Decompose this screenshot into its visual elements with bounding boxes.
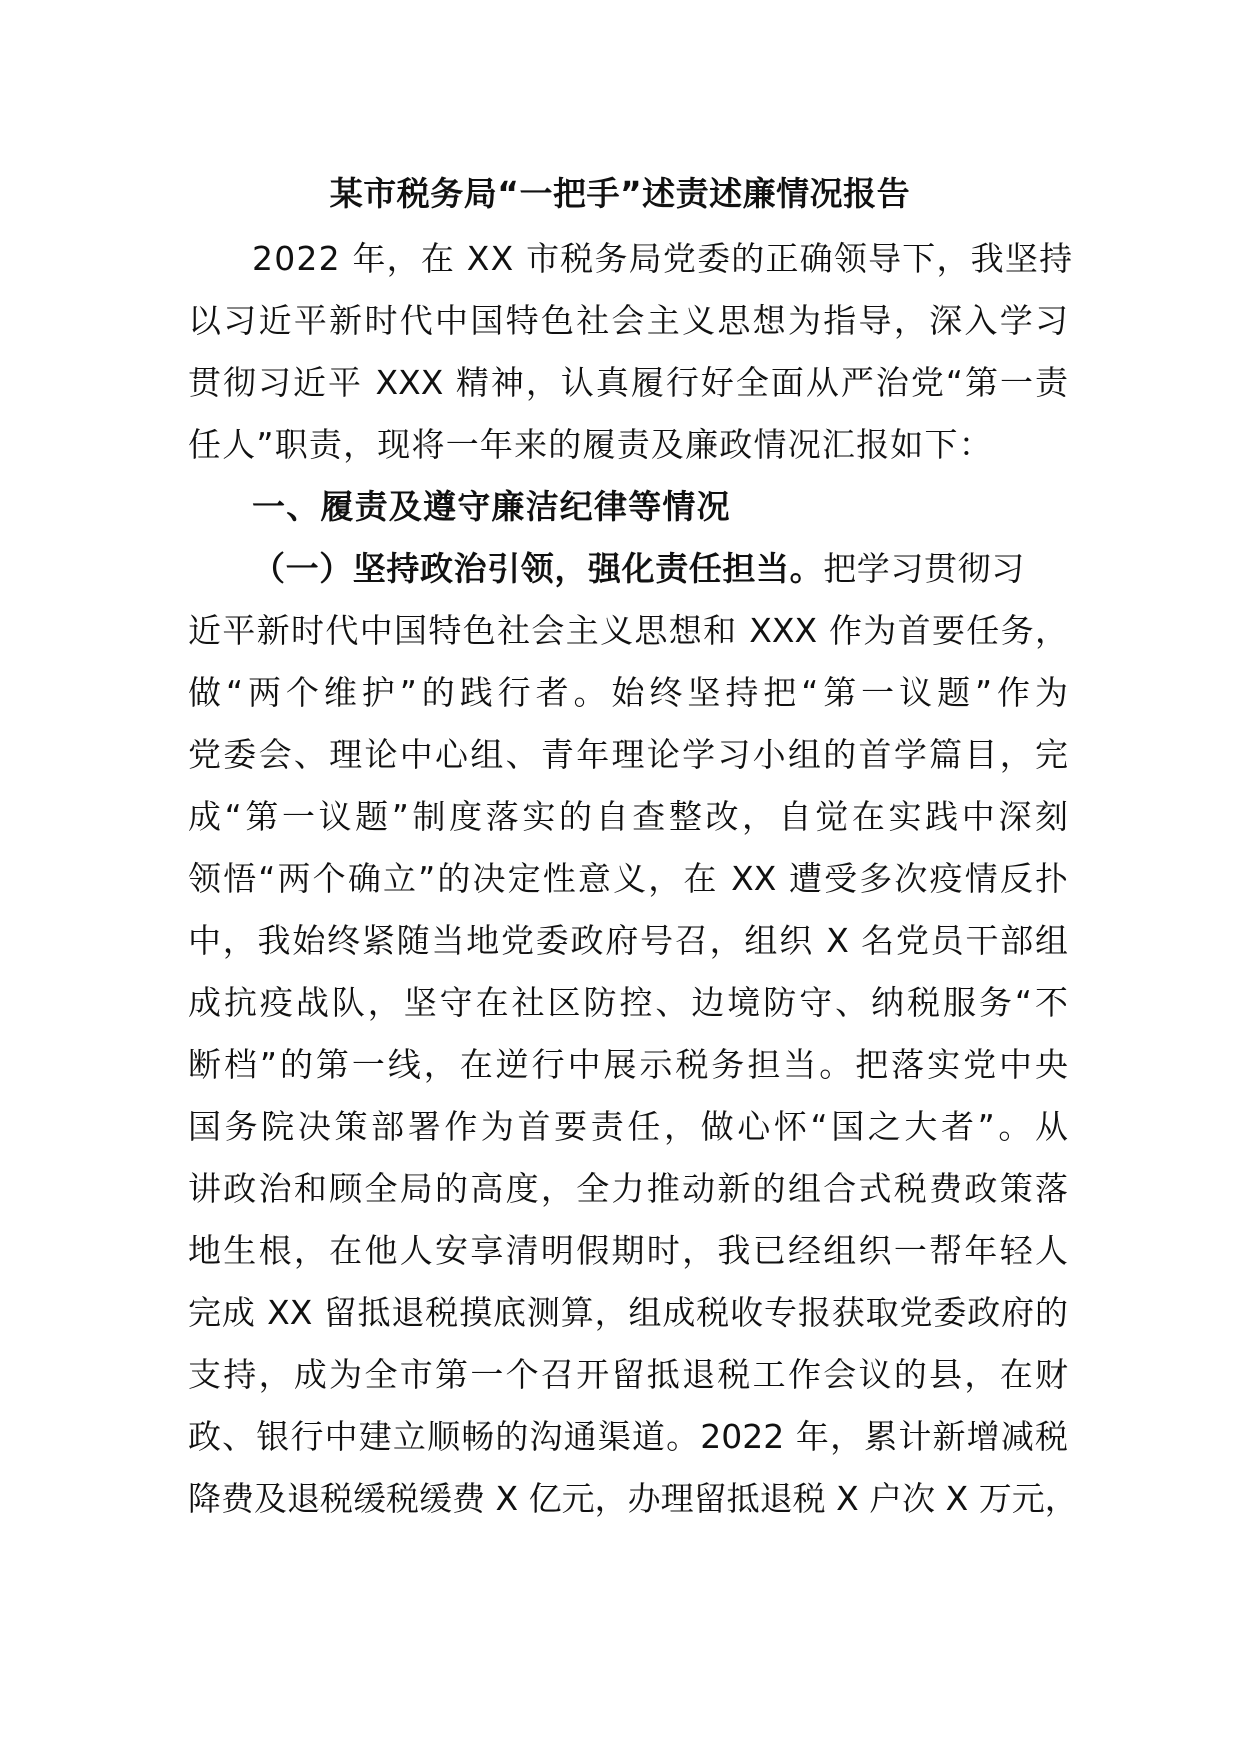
paragraph-line: 讲政治和顾全局的高度，全力推动新的组合式税费政策落 (188, 1169, 1068, 1208)
paragraph-text: 把学习贯彻习 (823, 549, 1025, 588)
paragraph-line: 政、银行中建立顺畅的沟通渠道。2022 年，累计新增减税 (188, 1417, 1068, 1456)
paragraph-line: 降费及退税缓税缓费 X 亿元，办理留抵退税 X 户次 X 万元， (188, 1479, 1078, 1518)
paragraph-line: 中，我始终紧随当地党委政府号召，组织 X 名党员干部组 (188, 921, 1068, 960)
paragraph-line: 2022 年，在 XX 市税务局党委的正确领导下，我坚持 (252, 239, 1074, 278)
paragraph-line: 地生根，在他人安享清明假期时，我已经组织一帮年轻人 (188, 1231, 1068, 1270)
paragraph-line: 支持，成为全市第一个召开留抵退税工作会议的县，在财 (188, 1355, 1068, 1394)
section-heading: 一、履责及遵守廉洁纪律等情况 (252, 487, 731, 526)
paragraph-line: 断档”的第一线，在逆行中展示税务担当。把落实党中央 (188, 1045, 1068, 1084)
paragraph-line: 近平新时代中国特色社会主义思想和 XXX 作为首要任务， (188, 611, 1068, 650)
paragraph-line: 党委会、理论中心组、青年理论学习小组的首学篇目，完 (188, 735, 1068, 774)
paragraph-line: 做“两个维护”的践行者。始终坚持把“第一议题”作为 (188, 673, 1068, 712)
paragraph-line (252, 547, 1025, 591)
paragraph-line: 国务院决策部署作为首要责任，做心怀“国之大者”。从 (188, 1107, 1068, 1146)
paragraph-line: 任人”职责，现将一年来的履责及廉政情况汇报如下： (188, 425, 993, 464)
paragraph-line: 以习近平新时代中国特色社会主义思想为指导，深入学习 (188, 301, 1068, 340)
document-title: 某市税务局“一把手”述责述廉情况报告 (329, 174, 911, 213)
paragraph-line: 完成 XX 留抵退税摸底测算，组成税收专报获取党委政府的 (188, 1293, 1068, 1332)
paragraph-line: 贯彻习近平 XXX 精神，认真履行好全面从严治党“第一责 (188, 363, 1068, 402)
paragraph-line: 成抗疫战队，坚守在社区防控、边境防守、纳税服务“不 (188, 983, 1068, 1022)
subsection-heading: （一）坚持政治引领，强化责任担当。 (252, 549, 824, 588)
paragraph-line: 领悟“两个确立”的决定性意义，在 XX 遭受多次疫情反扑 (188, 859, 1068, 898)
paragraph-line: 成“第一议题”制度落实的自查整改，自觉在实践中深刻 (188, 797, 1068, 836)
